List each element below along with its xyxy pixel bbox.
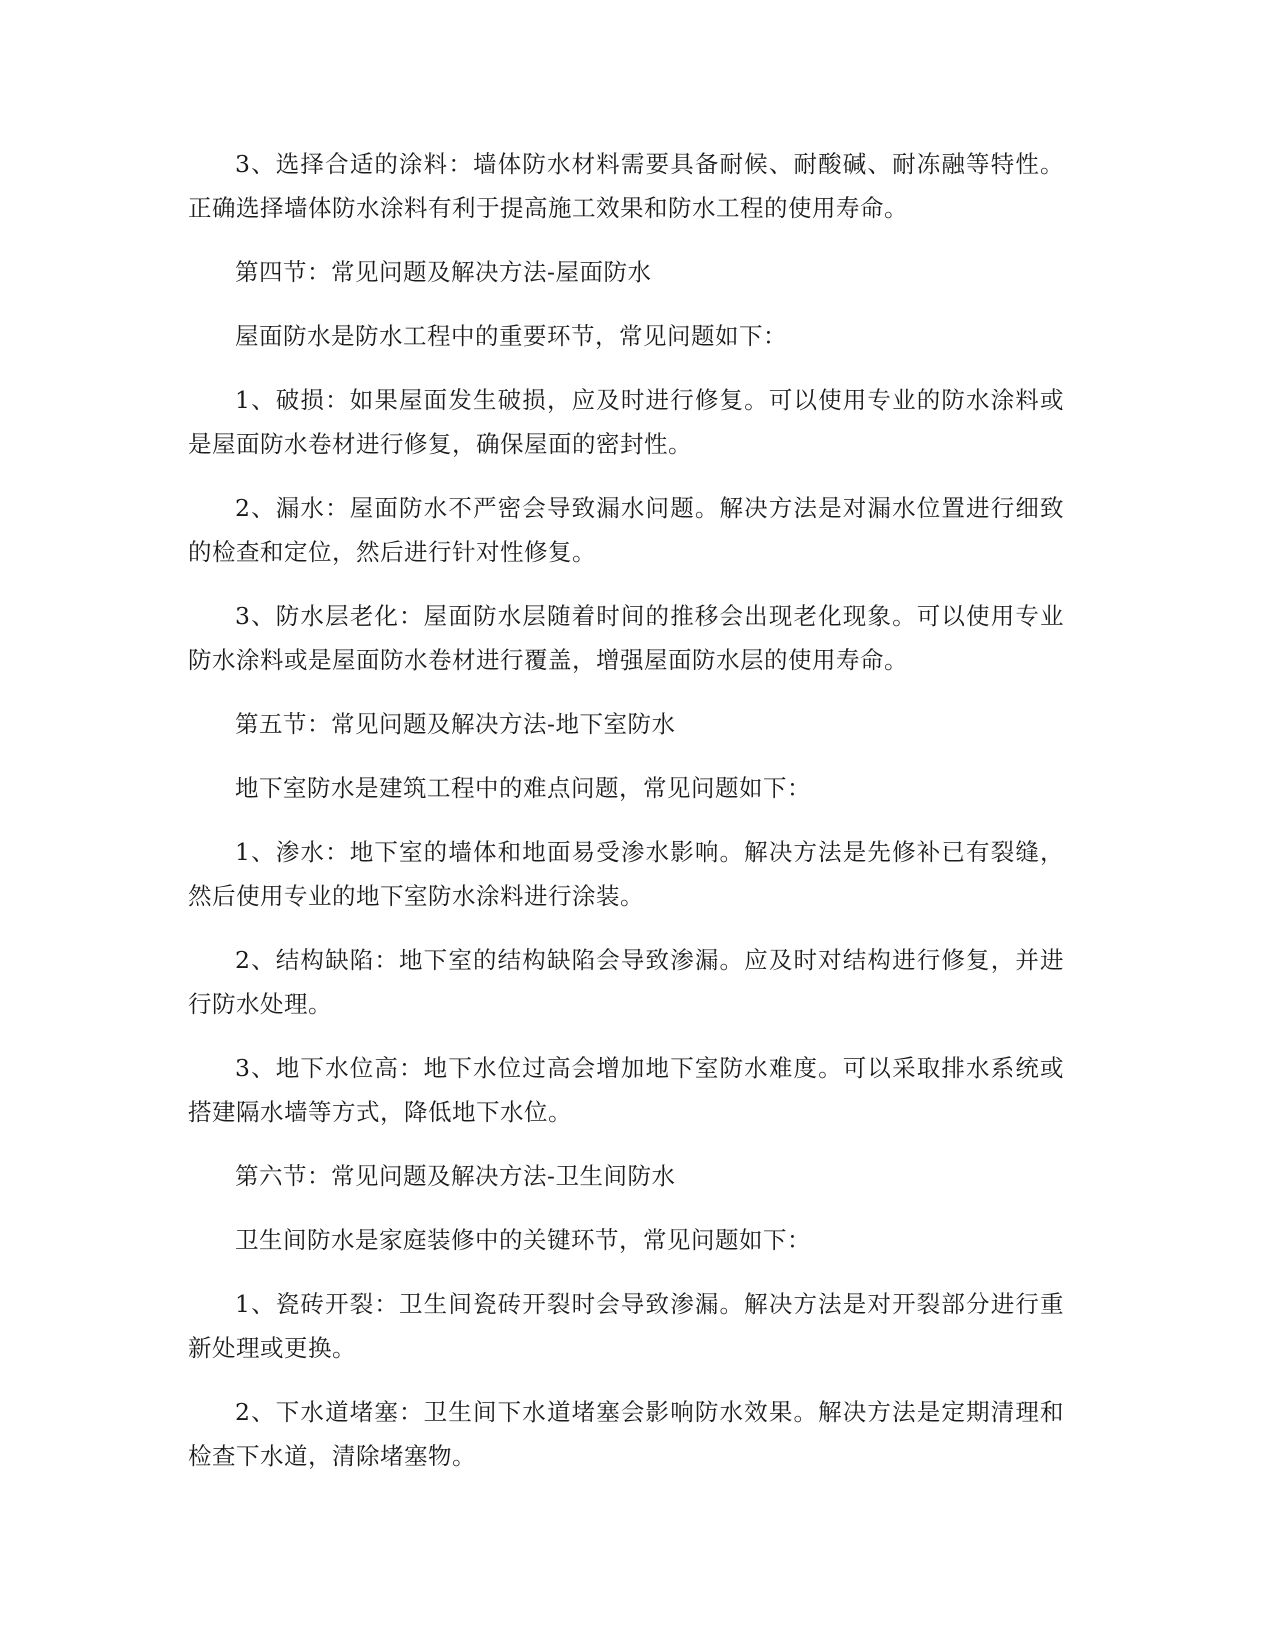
paragraph-wall-coating: 3、选择合适的涂料：墙体防水材料需要具备耐候、耐酸碱、耐冻融等特性。正确选择墙体防水涂料有利于提高施工效果和防水工程的使用寿命。 [188,150,1064,222]
paragraph-bathroom-tiles: 1、瓷砖开裂：卫生间瓷砖开裂时会导致渗漏。解决方法是对开裂部分进行重新处理或更换。 [188,1290,1064,1362]
paragraph-basement-structure: 2、结构缺陷：地下室的结构缺陷会导致渗漏。应及时对结构进行修复，并进行防水处理。 [188,946,1064,1018]
section-heading-bathroom: 第六节：常见问题及解决方法-卫生间防水 [235,1162,676,1190]
paragraph-bathroom-intro: 卫生间防水是家庭装修中的关键环节，常见问题如下： [235,1226,811,1254]
paragraph-roof-intro: 屋面防水是防水工程中的重要环节，常见问题如下： [235,322,787,350]
section-heading-roof: 第四节：常见问题及解决方法-屋面防水 [235,258,652,286]
paragraph-basement-groundwater: 3、地下水位高：地下水位过高会增加地下室防水难度。可以采取排水系统或搭建隔水墙等方式，降低地下水位。 [188,1054,1064,1126]
paragraph-basement-seepage: 1、渗水：地下室的墙体和地面易受渗水影响。解决方法是先修补已有裂缝，然后使用专业的地下室防水涂料进行涂装。 [188,838,1064,910]
paragraph-roof-leak: 2、漏水：屋面防水不严密会导致漏水问题。解决方法是对漏水位置进行细致的检查和定位，然后进行针对性修复。 [188,494,1064,566]
paragraph-roof-aging: 3、防水层老化：屋面防水层随着时间的推移会出现老化现象。可以使用专业防水涂料或是屋面防水卷材进行覆盖，增强屋面防水层的使用寿命。 [188,602,1064,674]
paragraph-bathroom-drain: 2、下水道堵塞：卫生间下水道堵塞会影响防水效果。解决方法是定期清理和检查下水道，清除堵塞物。 [188,1398,1064,1470]
section-heading-basement: 第五节：常见问题及解决方法-地下室防水 [235,710,676,738]
paragraph-roof-damage: 1、破损：如果屋面发生破损，应及时进行修复。可以使用专业的防水涂料或是屋面防水卷材进行修复，确保屋面的密封性。 [188,386,1064,458]
paragraph-basement-intro: 地下室防水是建筑工程中的难点问题，常见问题如下： [235,774,811,802]
document-body [188,142,1064,1498]
